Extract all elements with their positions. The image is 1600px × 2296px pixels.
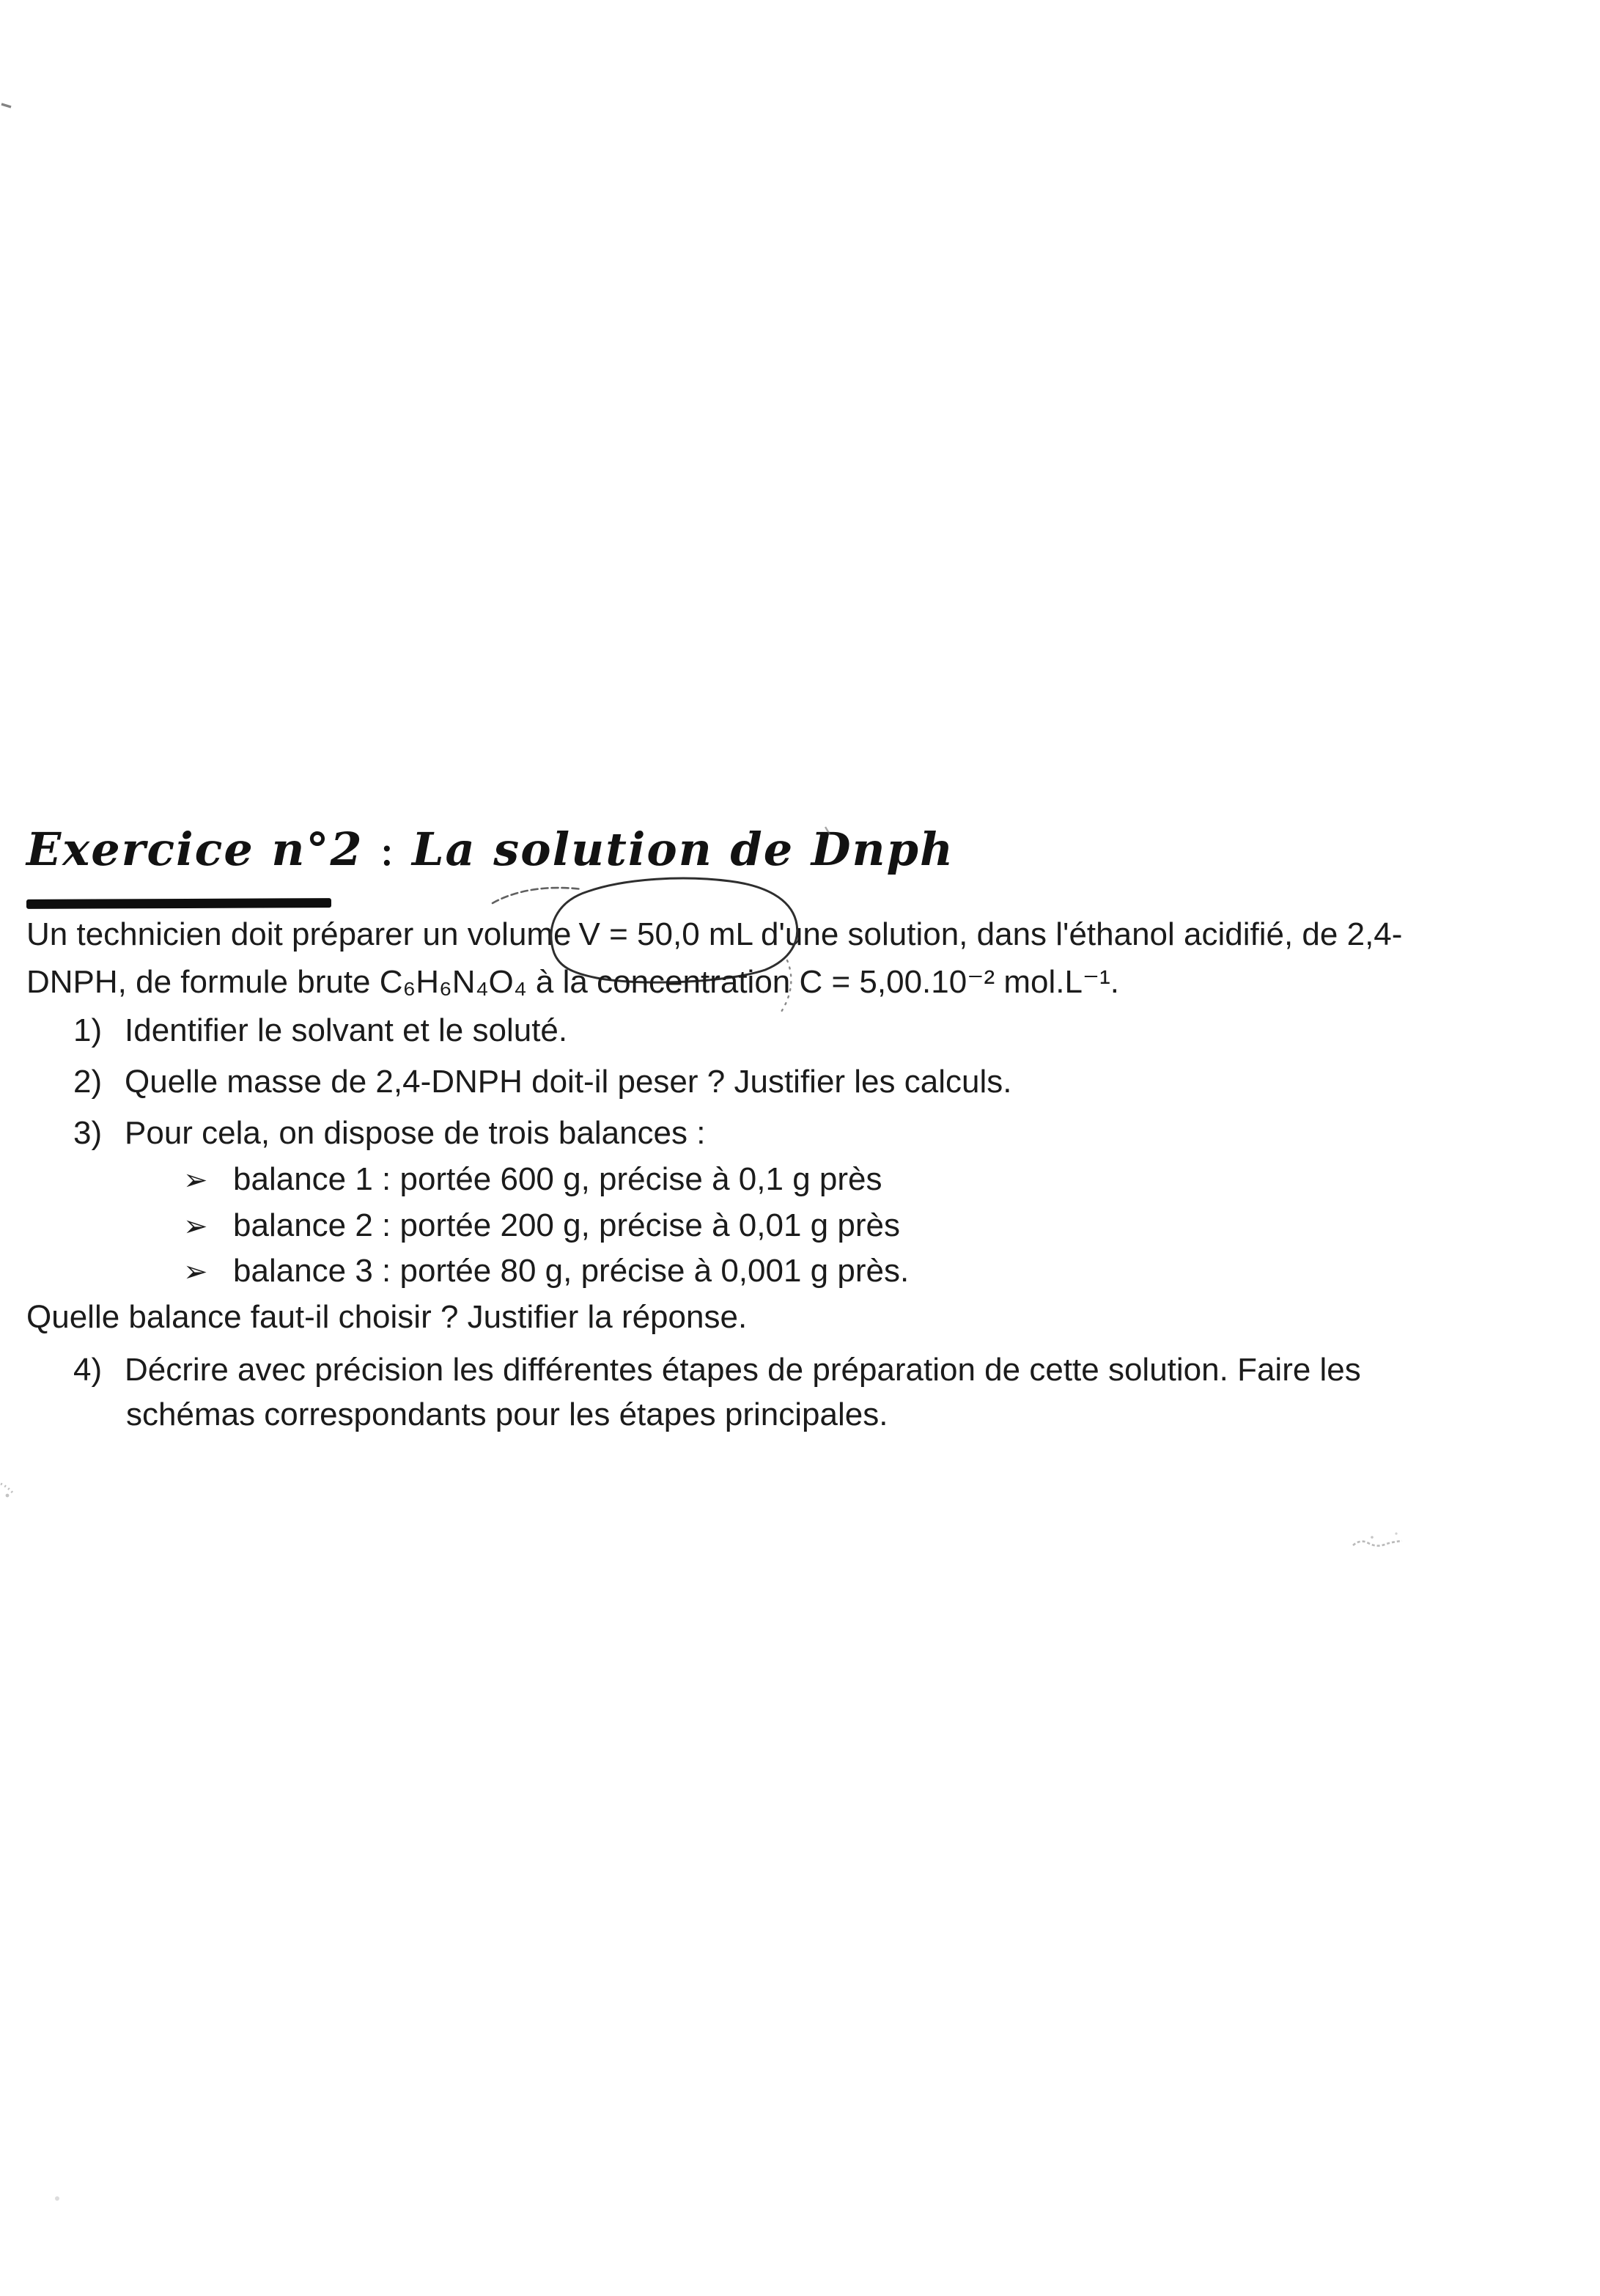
arrow-bullet-icon: ➢ xyxy=(183,1256,208,1288)
question-2 xyxy=(26,1061,1011,1103)
balance-item-1 xyxy=(26,1158,882,1202)
question-4 xyxy=(26,1349,1361,1391)
question-3-number: 3) xyxy=(73,1115,103,1151)
question-2-text: Quelle masse de 2,4-DNPH doit-il peser ? Justifier les calculs. xyxy=(125,1064,1012,1100)
question-4-text-line2: schémas correspondants pour les étapes principales. xyxy=(126,1397,888,1432)
intro-line-1 xyxy=(26,913,1402,956)
question-1-text: Identifier le solvant et le soluté. xyxy=(125,1012,568,1048)
circled-volume-value xyxy=(572,913,761,956)
title-underline xyxy=(26,898,331,909)
question-3-text: Pour cela, on dispose de trois balances : xyxy=(125,1115,706,1151)
balance-item-2 xyxy=(26,1204,900,1248)
balance-item-3-text: balance 3 : portée 80 g, précise à 0,001 g près. xyxy=(233,1253,910,1289)
intro-line1-after: d'une solution, dans l'éthanol acidifié, de 2,4- xyxy=(761,916,1403,952)
question-1-number: 1) xyxy=(73,1012,103,1048)
arrow-bullet-icon: ➢ xyxy=(183,1164,208,1196)
circled-volume-text: V = 50,0 mL xyxy=(578,916,754,952)
question-4-number: 4) xyxy=(73,1352,103,1388)
question-3 xyxy=(26,1112,705,1155)
balance-item-2-text: balance 2 : portée 200 g, précise à 0,01 g près xyxy=(233,1207,900,1243)
balance-item-1-text: balance 1 : portée 600 g, précise à 0,1 g près xyxy=(233,1161,882,1197)
balance-choice-question: Quelle balance faut-il choisir ? Justifier la réponse. xyxy=(26,1299,748,1335)
balance-item-3 xyxy=(26,1250,909,1293)
question-1 xyxy=(26,1009,567,1052)
arrow-bullet-icon: ➢ xyxy=(183,1210,208,1243)
exercise-title-name: La solution de Dnph xyxy=(411,823,955,876)
exercise-title-number: Exercice n°2 xyxy=(26,823,364,876)
exercise-title xyxy=(26,823,954,876)
question-4-text-line1: Décrire avec précision les différentes étapes de préparation de cette solution. Faire les xyxy=(125,1352,1361,1388)
exercise-title-separator: : xyxy=(363,823,412,876)
intro-line-2: DNPH, de formule brute C₆H₆N₄O₄ à la concentration C = 5,00.10⁻² mol.L⁻¹. xyxy=(26,964,1120,1000)
question-2-number: 2) xyxy=(73,1064,103,1100)
intro-line1-before: Un technicien doit préparer un volume xyxy=(26,916,572,952)
